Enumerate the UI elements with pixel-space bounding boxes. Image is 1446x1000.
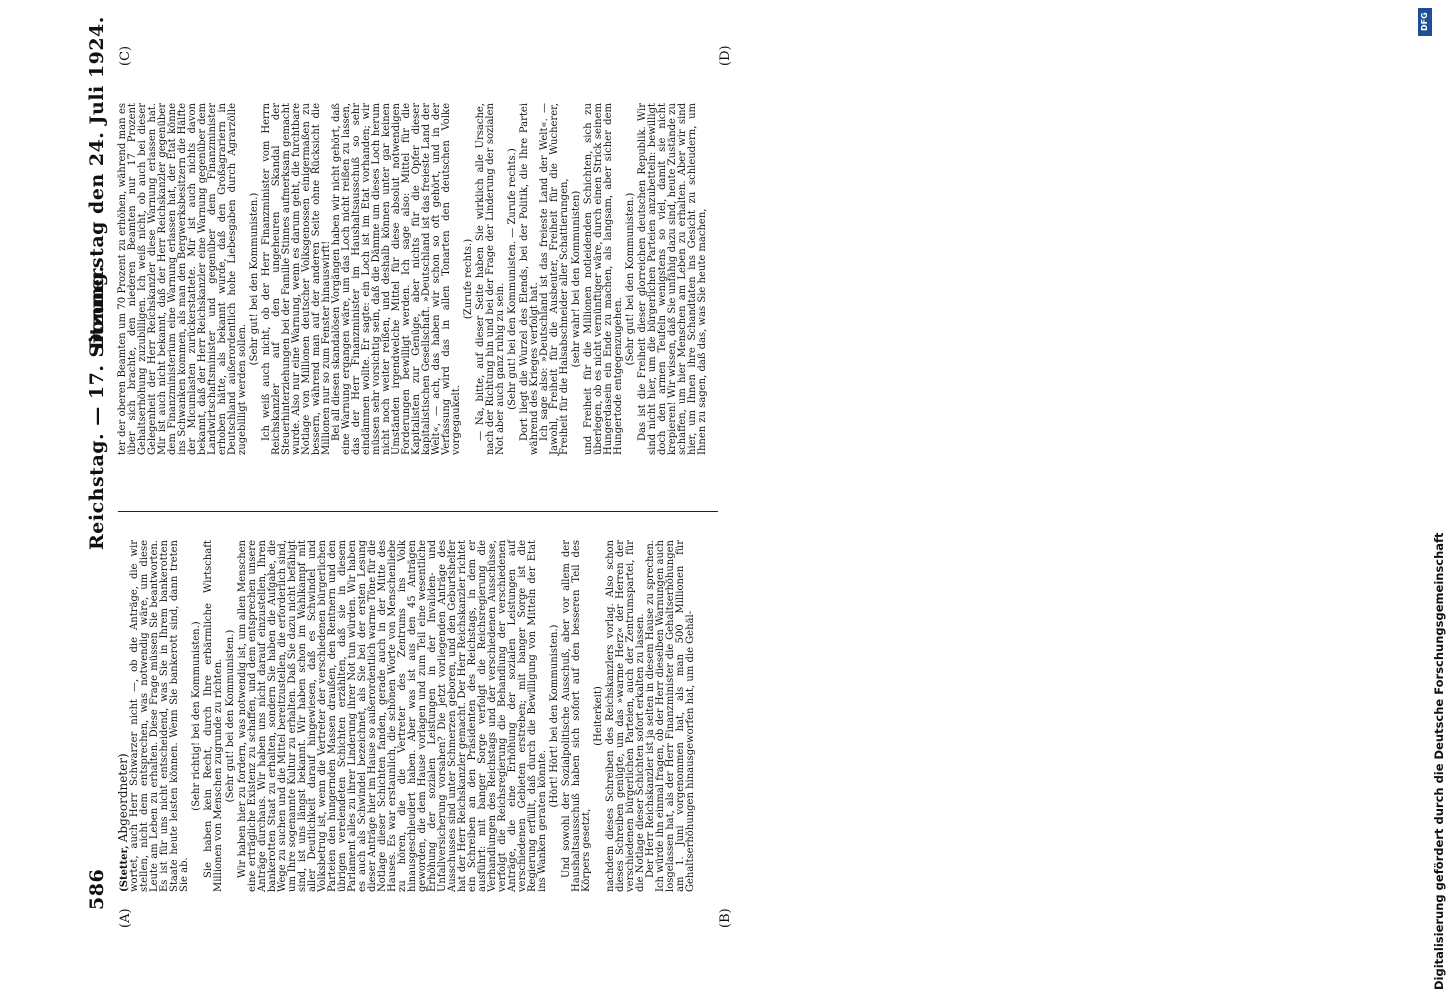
paragraph: Wir haben hier zu fordern, was notwendig ist, um allen Menschen eine erträgliche Existenz zu schaffen, und dem entsprechen unsere Anträge durchaus. Wir haben uns nicht darauf einzustellen, Ihren bankerotten Staat zu erhalten, sondern Sie haben die Aufgabe, die Wege zu suchen und die Mittel bereitzustellen, die erforderlich sind, um Ihre sogenannte Kultur zu erhalten. Daß Sie dazu nicht befähigt sind, ist uns längst bekannt. Wir haben schon im Wahlkampf mit aller Deutlichkeit darauf hingewiesen, daß es Schwindel und Volksbetrug ist, wenn die Vertreter der verschiedenen bürgerlichen Parteien den hungernden Massen draußen, den Rentnern und den übrigen verelendeten Schichten erzählten, daß sie in diesem Parlament alles zu ihrer Linderung ihrer Not tun würden. Wir haben es auch als Schwindel bezeichnet, als Sie bei der ersten Lesung dieser Anträge hier im Hause so außerordentlich warme Töne für die Notlage dieser Schichten fanden, gerade auch in der Mitte des Hauses. Es war erstaunlich, die schönen Worte von Menschenliebe zu hören, die die Vertreter des Zentrums ins Volk hinausgeschleudert haben. Aber was ist aus den 45 Anträgen geworden, die dem Hause vorlagen und zum Teil eine wesentliche Erhöhung der sozialen Leistungen in der Invaliden- und Unfallversicherung vorsahen? Die jetzt vorliegenden Anträge des Ausschusses sind unter Schmerzen geboren, und den Geburtshelfer hat der Herr Reichskanzler gemacht. Der Herr Reichskanzler richtet ein Schreiben an den Präsidenten des Reichstags, in dem er ausführt: mit banger Sorge verfolgt die Reichsregierung die Verhandlungen des Reichstags und der verschiedenen Ausschüsse, verfolgt die Reichsregierung die Behandlung der verschiedenen Anträge, die eine Erhöhung der sozialen Leistungen auf verschiedenen Gebieten erstreben; mit banger Sorge ist die Regierung erfüllt, daß durch die Bewilligung von Mitteln der Etat ins Wanken geraten könnte. xyxy=(237,540,548,892)
interjection: (Sehr gut! bei den Kommunisten. — Zurufe rechts.) xyxy=(507,148,518,410)
paragraph: Dort liegt die Wurzel des Elends, bei der Politik, die Ihre Partei während des Krieges verfolgt hat. xyxy=(519,103,540,455)
paragraph: und Freiheit für die Millionen notleidenden Schichten, sich zu überlegen, ob es nicht vernünftiger wäre, durch einen Strick seinem Hungerdasein ein Ende zu machen, als langsam, aber sicher dem Hungertode entgegenzugehen. xyxy=(583,103,624,455)
paragraph: — Na, bitte, auf dieser Seite haben Sie wirklich alle Ursache, nach der Richtung hin und bei der Frage der Linderung der sozialen Not aber auch ganz ruhig zu sein. xyxy=(475,103,506,455)
margin-marker-b: (B) xyxy=(718,908,733,928)
margin-marker-d: (D) xyxy=(718,45,733,66)
paragraph: Der Herr Reichskanzler ist ja selten in diesem Hause zu sprechen. Ich würde ihn einmal fragen, ob der Herr dieselben Warnungen auch losgelassen hat, als der Herr Finanzminister die Gehaltserhöhungen am 1. Juni vorgenommen hat, als man 500 Millionen für Gehaltserhöhungen hinausgeworfen hat, um die Gehäl- xyxy=(645,540,696,892)
interjection: (Sehr gut! bei den Kommunisten.) xyxy=(625,192,636,366)
page-number: 586 xyxy=(86,868,108,910)
paragraph: Bei all diesen skandalösen Vorgängen haben wir nicht gehört, daß eine Warnung ergangen wäre, um das Loch nicht reißen zu lassen, das der Herr Finanzminister im Haushaltsausschuß so sehr eindämmen wollte. Er sagte: ein Loch ist im Etat vorhanden; wir müssen sehr vorsichtig sein, daß die Dämme um dieses Loch herum nicht noch weiter reißen, und deshalb können unter gar keinen Umständen irgendwelche Mittel für diese absolut notwendigen Forderungen bewilligt werden. Ich sage also: Mittel für die Kapitalisten zur Genüge, aber nichts für die Opfer dieser kapitalistischen Gesellschaft. »Deutschland ist das freieste Land der Welt«, — ach, das haben wir schon so oft gehört, und in der Verfassung wird das in allen Tonarten den deutschen Volke vorgegaukelt. xyxy=(331,103,462,455)
interjection: (Hört! Hört! bei den Kommunisten.) xyxy=(549,624,560,808)
dfg-logo: DFG xyxy=(1418,8,1432,36)
speaker-role: Abgeordneter) xyxy=(116,753,130,843)
left-text-column xyxy=(118,540,718,892)
interjection: (Sehr richtig! bei den Kommunisten.) xyxy=(191,621,202,811)
paragraph: nachdem dieses Schreiben des Reichskanzlers vorlag. Also schon dieses Schreiben genügte, um das »warme Herz« der Herren der verschiedenen bürgerlichen Parteien, auch der Zentrumspartei, für die Notlage dieser Schichten sofort erkalten zu lassen. xyxy=(605,540,646,892)
paragraph: Sie haben kein Recht, durch Ihre erbärmliche Wirtschaft Millionen von Menschen zugrunde zu richten. xyxy=(203,540,224,892)
paragraph: Und sowohl der Sozialpolitische Ausschuß, aber vor allem der Haushaltsausschuß haben sich sofort auf den besseren Teil des Körpers gesetzt, xyxy=(561,540,592,892)
interjection: (Sehr gut! bei den Kommunisten.) xyxy=(249,192,260,366)
margin-marker-c: (C) xyxy=(118,45,133,66)
page-title: Reichstag. — 17. Sitzung. xyxy=(86,265,108,550)
page-header xyxy=(82,16,112,910)
interjection: (sehr wahr! bei den Kommunisten) xyxy=(571,190,582,368)
margin-marker-a: (A) xyxy=(118,908,133,928)
interjection: (Sehr gut! bei den Kommunisten.) xyxy=(225,629,236,803)
funding-credit xyxy=(1414,0,1446,1000)
interjection: (Zurufe rechts.) xyxy=(463,238,474,320)
right-text-column xyxy=(118,103,718,455)
column-divider xyxy=(118,511,718,512)
paragraph: wortet, auch Herr Schwarzer nicht —, ob die Anträge, die wir stellen, nicht dem entsprechen, was notwendig wäre, um diese Leute am Leben zu erhalten. Diese Frage müssen Sie beantworten. Es ist für uns nicht entscheidend, was Sie in Ihrem bankerotten Staate heute leisten können. Wenn Sie bankerott sind, dann treten Sie ab. xyxy=(129,540,190,892)
paragraph: ter der oberen Beamten um 70 Prozent zu erhöhen, während man es über sich brachte, den niederen Beamten nur 17 Prozent Gehaltserhöhung zuzubilligen. Ich weiß nicht, ob auch bei dieser Gelegenheit der Herr Reichskanzler diese Warnung erlassen hat. Mir ist auch nicht bekannt, daß der Herr Reichskanzler gegenüber dem Finanzministerium eine Warnung erlassen hat, der Etat könne ins Schwanken kommen, als man den Bergwerksbesitzern die Hälfte der Micumlasten zurückerstattete. Mir ist auch nichts davon bekannt, daß der Herr Reichskanzler eine Warnung gegenüber dem Landwirtschaftsminister und gegenüber dem Finanzminister erhoben hätte, als bekannt wurde, daß den Großagrariern in Deutschland außerordentlich hohe Liebesgaben durch Agrarzölle zugebilligt werden sollen. xyxy=(117,103,248,455)
interjection: (Heiterkeit) xyxy=(593,686,604,746)
funding-credit-text: Digitalisierung gefördert durch die Deutsche Forschungsgemeinschaft xyxy=(1432,532,1446,990)
paragraph: Ich weiß auch nicht, ob der Herr Finanzminister vom Herrn Reichskanzler auf den ungeheuren Skandal der Steuerhinterziehungen bei der Familie Stinnes aufmerksam gemacht wurde. Also nur eine Warnung, wenn es darum geht, die furchtbare Notlage von Millionen deutscher Volksgenossen einigermaßen zu bessern, während man auf der anderen Seite ohne Rücksicht die Millionen nur so zum Fenster hinauswirft! xyxy=(261,103,332,455)
speaker-name: (Stetter, xyxy=(119,845,130,892)
session-date: Donnerstag den 24. Juli 1924. xyxy=(86,16,108,350)
paragraph: Das ist die Freiheit dieser glorreichen deutschen Republik. Wir sind nicht hier, um die bürgerlichen Parteien anzubetteln: bewilligt doch den armen Teufeln wenigstens so viel, damit sie nicht krepieren! Wir wissen, daß Sie unfähig dazu sind, heute Zustände zu schaffen, um hier Menschen am Leben zu erhalten. Aber wir sind hier, um Ihnen ihre Schandtaten ins Gesicht zu schleudern, um Ihnen zu sagen, daß das, was Sie heute machen, xyxy=(637,103,708,455)
paragraph: Ich sage also: »Deutschland ist das freieste Land der Welt«. — Jawohl, Freiheit für die Ausbeuter, Freiheit für die Wucherer, Freiheit für die Halsabschneider aller Schattierungen, xyxy=(539,103,570,455)
